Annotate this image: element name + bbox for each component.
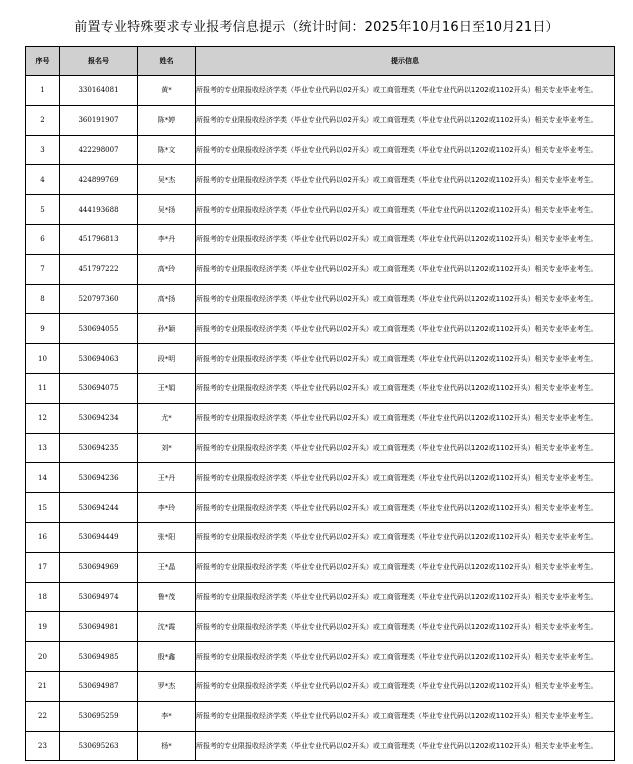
row-serial-number: 7 bbox=[26, 254, 60, 284]
row-serial-number: 19 bbox=[26, 612, 60, 642]
table-row bbox=[26, 373, 615, 403]
row-serial-number: 1 bbox=[26, 76, 60, 106]
row-notice-info: 所报考的专业限报收经济学类（毕业专业代码以02开头）或工商管理类（毕业专业代码以1202或1102开头）相关专业毕业考生。 bbox=[196, 135, 615, 165]
row-serial-number: 23 bbox=[26, 731, 60, 761]
row-candidate-name: 孙*颖 bbox=[138, 314, 196, 344]
row-candidate-name: 尤* bbox=[138, 403, 196, 433]
row-candidate-name: 王*娟 bbox=[138, 373, 196, 403]
row-candidate-name: 殷*鑫 bbox=[138, 642, 196, 672]
table-header-row bbox=[26, 47, 615, 76]
row-notice-info: 所报考的专业限报收经济学类（毕业专业代码以02开头）或工商管理类（毕业专业代码以1202或1102开头）相关专业毕业考生。 bbox=[196, 612, 615, 642]
row-notice-info: 所报考的专业限报收经济学类（毕业专业代码以02开头）或工商管理类（毕业专业代码以1202或1102开头）相关专业毕业考生。 bbox=[196, 582, 615, 612]
row-candidate-name: 沈*霞 bbox=[138, 612, 196, 642]
row-registration-number: 360191907 bbox=[60, 105, 138, 135]
row-candidate-name: 吴*扬 bbox=[138, 195, 196, 225]
row-serial-number: 6 bbox=[26, 224, 60, 254]
row-registration-number: 530694236 bbox=[60, 463, 138, 493]
table-row bbox=[26, 135, 615, 165]
row-notice-info: 所报考的专业限报收经济学类（毕业专业代码以02开头）或工商管理类（毕业专业代码以1202或1102开头）相关专业毕业考生。 bbox=[196, 165, 615, 195]
row-registration-number: 530694449 bbox=[60, 522, 138, 552]
row-serial-number: 21 bbox=[26, 671, 60, 701]
row-registration-number: 530694974 bbox=[60, 582, 138, 612]
header-registration-number: 报名号 bbox=[60, 47, 138, 76]
header-serial-number: 序号 bbox=[26, 47, 60, 76]
row-serial-number: 9 bbox=[26, 314, 60, 344]
row-notice-info: 所报考的专业限报收经济学类（毕业专业代码以02开头）或工商管理类（毕业专业代码以1202或1102开头）相关专业毕业考生。 bbox=[196, 284, 615, 314]
row-notice-info: 所报考的专业限报收经济学类（毕业专业代码以02开头）或工商管理类（毕业专业代码以1202或1102开头）相关专业毕业考生。 bbox=[196, 522, 615, 552]
row-serial-number: 16 bbox=[26, 522, 60, 552]
row-registration-number: 530694055 bbox=[60, 314, 138, 344]
row-registration-number: 530695259 bbox=[60, 701, 138, 731]
table-row bbox=[26, 314, 615, 344]
table-body bbox=[26, 76, 615, 761]
row-notice-info: 所报考的专业限报收经济学类（毕业专业代码以02开头）或工商管理类（毕业专业代码以1202或1102开头）相关专业毕业考生。 bbox=[196, 224, 615, 254]
row-notice-info: 所报考的专业限报收经济学类（毕业专业代码以02开头）或工商管理类（毕业专业代码以1202或1102开头）相关专业毕业考生。 bbox=[196, 76, 615, 106]
row-candidate-name: 鲁*茂 bbox=[138, 582, 196, 612]
table-row bbox=[26, 403, 615, 433]
row-registration-number: 530695263 bbox=[60, 731, 138, 761]
row-candidate-name: 刘* bbox=[138, 433, 196, 463]
table-row bbox=[26, 433, 615, 463]
row-candidate-name: 王*丹 bbox=[138, 463, 196, 493]
row-registration-number: 451796813 bbox=[60, 224, 138, 254]
table-row bbox=[26, 254, 615, 284]
row-serial-number: 18 bbox=[26, 582, 60, 612]
row-notice-info: 所报考的专业限报收经济学类（毕业专业代码以02开头）或工商管理类（毕业专业代码以1202或1102开头）相关专业毕业考生。 bbox=[196, 731, 615, 761]
row-serial-number: 15 bbox=[26, 493, 60, 523]
row-registration-number: 444193688 bbox=[60, 195, 138, 225]
row-candidate-name: 段*明 bbox=[138, 344, 196, 374]
table-row bbox=[26, 344, 615, 374]
row-notice-info: 所报考的专业限报收经济学类（毕业专业代码以02开头）或工商管理类（毕业专业代码以1202或1102开头）相关专业毕业考生。 bbox=[196, 701, 615, 731]
row-candidate-name: 高*玲 bbox=[138, 254, 196, 284]
table-row bbox=[26, 195, 615, 225]
row-candidate-name: 李* bbox=[138, 701, 196, 731]
row-notice-info: 所报考的专业限报收经济学类（毕业专业代码以02开头）或工商管理类（毕业专业代码以1202或1102开头）相关专业毕业考生。 bbox=[196, 433, 615, 463]
table-row bbox=[26, 642, 615, 672]
row-serial-number: 12 bbox=[26, 403, 60, 433]
table-row bbox=[26, 522, 615, 552]
row-candidate-name: 高*扬 bbox=[138, 284, 196, 314]
row-notice-info: 所报考的专业限报收经济学类（毕业专业代码以02开头）或工商管理类（毕业专业代码以1202或1102开头）相关专业毕业考生。 bbox=[196, 463, 615, 493]
row-registration-number: 330164081 bbox=[60, 76, 138, 106]
table-row bbox=[26, 552, 615, 582]
table-row bbox=[26, 224, 615, 254]
page-title: 前置专业特殊要求专业报考信息提示（统计时间：2025年10月16日至10月21日） bbox=[74, 20, 559, 35]
exam-info-table bbox=[25, 46, 615, 761]
table-row bbox=[26, 105, 615, 135]
row-registration-number: 530694985 bbox=[60, 642, 138, 672]
row-serial-number: 13 bbox=[26, 433, 60, 463]
row-registration-number: 530694234 bbox=[60, 403, 138, 433]
row-candidate-name: 黄* bbox=[138, 76, 196, 106]
row-serial-number: 5 bbox=[26, 195, 60, 225]
row-registration-number: 422298007 bbox=[60, 135, 138, 165]
row-candidate-name: 吴*杰 bbox=[138, 165, 196, 195]
row-serial-number: 4 bbox=[26, 165, 60, 195]
row-serial-number: 14 bbox=[26, 463, 60, 493]
row-candidate-name: 李*丹 bbox=[138, 224, 196, 254]
table-row bbox=[26, 612, 615, 642]
row-registration-number: 520797360 bbox=[60, 284, 138, 314]
row-notice-info: 所报考的专业限报收经济学类（毕业专业代码以02开头）或工商管理类（毕业专业代码以1202或1102开头）相关专业毕业考生。 bbox=[196, 254, 615, 284]
header-notice-info: 提示信息 bbox=[196, 47, 615, 76]
row-candidate-name: 李*玲 bbox=[138, 493, 196, 523]
row-notice-info: 所报考的专业限报收经济学类（毕业专业代码以02开头）或工商管理类（毕业专业代码以1202或1102开头）相关专业毕业考生。 bbox=[196, 344, 615, 374]
table-row bbox=[26, 701, 615, 731]
row-candidate-name: 张*阳 bbox=[138, 522, 196, 552]
row-candidate-name: 罗*杰 bbox=[138, 671, 196, 701]
row-serial-number: 20 bbox=[26, 642, 60, 672]
row-serial-number: 17 bbox=[26, 552, 60, 582]
row-serial-number: 10 bbox=[26, 344, 60, 374]
row-candidate-name: 陈*婷 bbox=[138, 105, 196, 135]
table-row bbox=[26, 731, 615, 761]
row-registration-number: 530694235 bbox=[60, 433, 138, 463]
row-notice-info: 所报考的专业限报收经济学类（毕业专业代码以02开头）或工商管理类（毕业专业代码以1202或1102开头）相关专业毕业考生。 bbox=[196, 671, 615, 701]
row-registration-number: 530694969 bbox=[60, 552, 138, 582]
row-serial-number: 22 bbox=[26, 701, 60, 731]
row-registration-number: 530694075 bbox=[60, 373, 138, 403]
row-notice-info: 所报考的专业限报收经济学类（毕业专业代码以02开头）或工商管理类（毕业专业代码以1202或1102开头）相关专业毕业考生。 bbox=[196, 105, 615, 135]
row-notice-info: 所报考的专业限报收经济学类（毕业专业代码以02开头）或工商管理类（毕业专业代码以1202或1102开头）相关专业毕业考生。 bbox=[196, 552, 615, 582]
row-candidate-name: 杨* bbox=[138, 731, 196, 761]
header-name: 姓名 bbox=[138, 47, 196, 76]
row-notice-info: 所报考的专业限报收经济学类（毕业专业代码以02开头）或工商管理类（毕业专业代码以1202或1102开头）相关专业毕业考生。 bbox=[196, 493, 615, 523]
row-notice-info: 所报考的专业限报收经济学类（毕业专业代码以02开头）或工商管理类（毕业专业代码以1202或1102开头）相关专业毕业考生。 bbox=[196, 314, 615, 344]
row-serial-number: 11 bbox=[26, 373, 60, 403]
row-notice-info: 所报考的专业限报收经济学类（毕业专业代码以02开头）或工商管理类（毕业专业代码以1202或1102开头）相关专业毕业考生。 bbox=[196, 403, 615, 433]
row-serial-number: 3 bbox=[26, 135, 60, 165]
row-notice-info: 所报考的专业限报收经济学类（毕业专业代码以02开头）或工商管理类（毕业专业代码以1202或1102开头）相关专业毕业考生。 bbox=[196, 195, 615, 225]
row-registration-number: 530694244 bbox=[60, 493, 138, 523]
row-notice-info: 所报考的专业限报收经济学类（毕业专业代码以02开头）或工商管理类（毕业专业代码以1202或1102开头）相关专业毕业考生。 bbox=[196, 642, 615, 672]
row-registration-number: 530694987 bbox=[60, 671, 138, 701]
table-row bbox=[26, 463, 615, 493]
row-serial-number: 2 bbox=[26, 105, 60, 135]
row-registration-number: 451797222 bbox=[60, 254, 138, 284]
row-serial-number: 8 bbox=[26, 284, 60, 314]
table-row bbox=[26, 582, 615, 612]
table-row bbox=[26, 165, 615, 195]
row-candidate-name: 陈*文 bbox=[138, 135, 196, 165]
table-row bbox=[26, 493, 615, 523]
row-registration-number: 530694063 bbox=[60, 344, 138, 374]
table-row bbox=[26, 284, 615, 314]
table-row bbox=[26, 76, 615, 106]
row-notice-info: 所报考的专业限报收经济学类（毕业专业代码以02开头）或工商管理类（毕业专业代码以1202或1102开头）相关专业毕业考生。 bbox=[196, 373, 615, 403]
table-row bbox=[26, 671, 615, 701]
row-registration-number: 424899769 bbox=[60, 165, 138, 195]
row-candidate-name: 王*晶 bbox=[138, 552, 196, 582]
row-registration-number: 530694981 bbox=[60, 612, 138, 642]
